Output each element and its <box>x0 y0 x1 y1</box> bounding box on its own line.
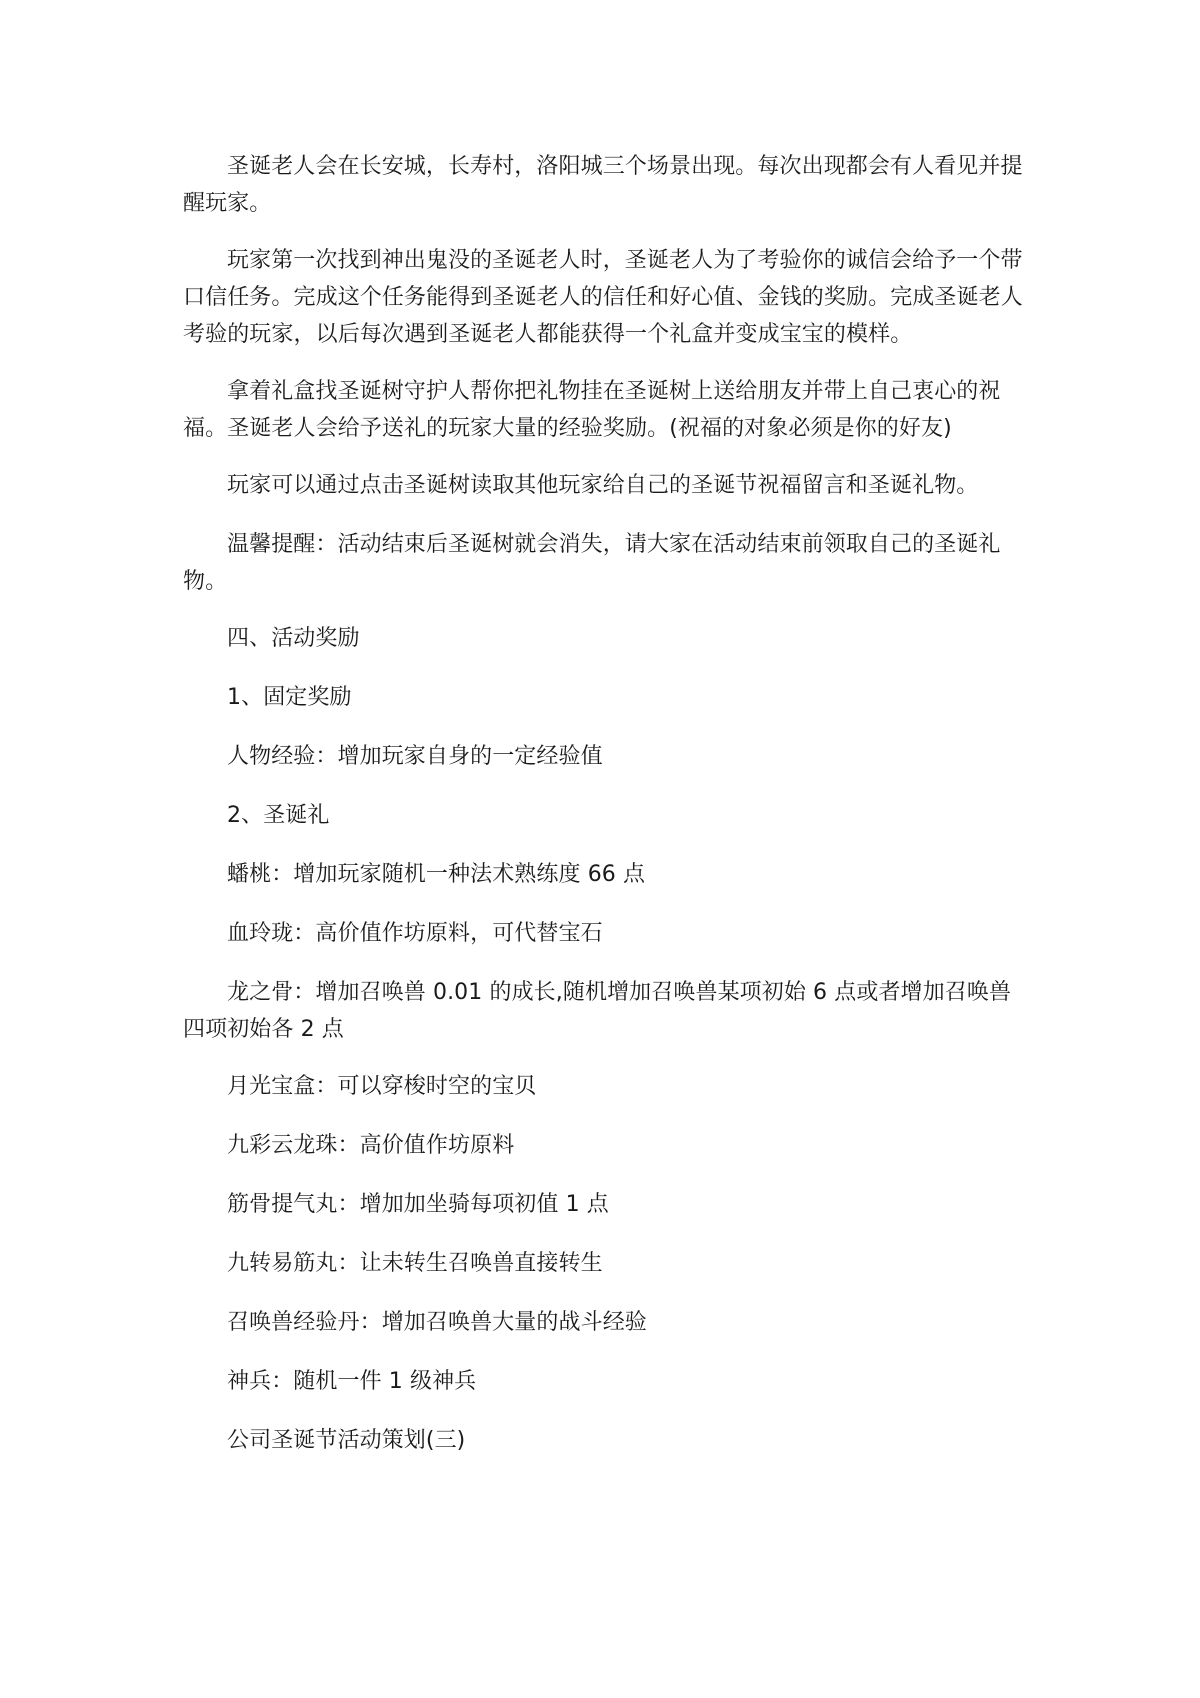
section-heading-plan-three: 公司圣诞节活动策划(三) <box>227 1428 466 1453</box>
reward-item: 龙之骨：增加召唤兽 0.01 的成长,随机增加召唤兽某项初始 6 点或者增加召唤兽四项初始各 2 点 <box>183 980 1012 1042</box>
reward-item: 九转易筋丸：让未转生召唤兽直接转生 <box>227 1251 603 1276</box>
paragraph-gift-box: 拿着礼盒找圣诞树守护人帮你把礼物挂在圣诞树上送给朋友并带上自己衷心的祝福。圣诞老人会给予送礼的玩家大量的经验奖励。(祝福的对象必须是你的好友) <box>183 379 1001 441</box>
reward-item: 月光宝盒：可以穿梭时空的宝贝 <box>227 1074 537 1099</box>
reward-item: 血玲珑：高价值作坊原料，可代替宝石 <box>227 921 603 946</box>
reward-item: 召唤兽经验丹：增加召唤兽大量的战斗经验 <box>227 1310 647 1335</box>
paragraph-santa-locations: 圣诞老人会在长安城，长寿村，洛阳城三个场景出现。每次出现都会有人看见并提醒玩家。 <box>183 154 1023 216</box>
reward-item: 人物经验：增加玩家自身的一定经验值 <box>227 744 603 769</box>
subheading-christmas-gifts: 2、圣诞礼 <box>227 803 330 828</box>
paragraph-reminder: 温馨提醒：活动结束后圣诞树就会消失，请大家在活动结束前领取自己的圣诞礼物。 <box>183 532 1001 594</box>
reward-item: 蟠桃：增加玩家随机一种法术熟练度 66 点 <box>227 862 646 887</box>
section-heading-rewards: 四、活动奖励 <box>227 626 360 651</box>
document-body <box>183 148 1023 1481</box>
reward-item: 筋骨提气丸：增加加坐骑每项初值 1 点 <box>227 1192 609 1217</box>
reward-item: 九彩云龙珠：高价值作坊原料 <box>227 1133 515 1158</box>
subheading-fixed-rewards: 1、固定奖励 <box>227 685 352 710</box>
reward-item: 神兵：随机一件 1 级神兵 <box>227 1369 477 1394</box>
paragraph-first-encounter: 玩家第一次找到神出鬼没的圣诞老人时，圣诞老人为了考验你的诚信会给予一个带口信任务。完成这个任务能得到圣诞老人的信任和好心值、金钱的奖励。完成圣诞老人考验的玩家，以后每次遇到圣诞老人都能获得一个礼盒并变成宝宝的模样。 <box>183 248 1023 347</box>
paragraph-read-tree: 玩家可以通过点击圣诞树读取其他玩家给自己的圣诞节祝福留言和圣诞礼物。 <box>227 473 979 498</box>
